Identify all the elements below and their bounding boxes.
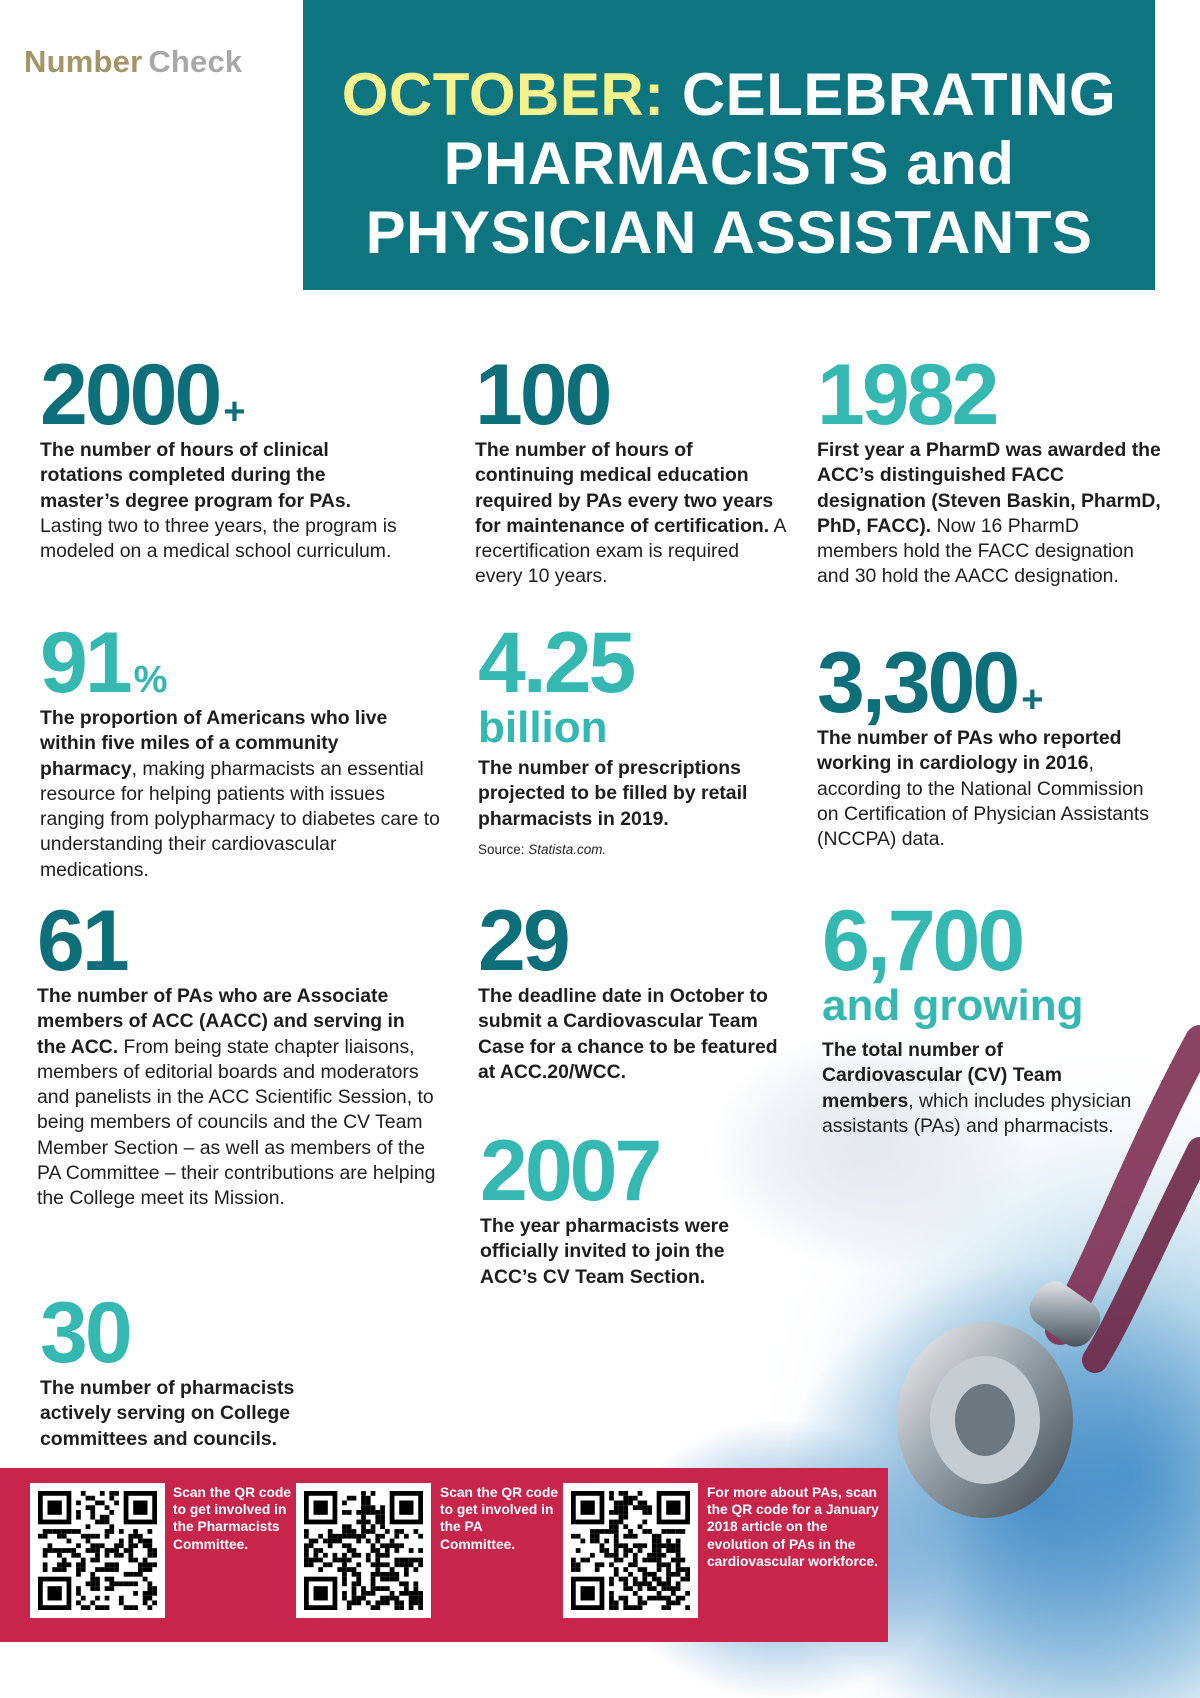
stat-prescriptions <box>478 615 793 857</box>
stat-description: , which includes physician assistants (PAs) and pharmacists. <box>822 1089 1132 1137</box>
stat-number: 3,300 <box>817 635 1018 731</box>
stat-suffix: % <box>133 659 168 701</box>
stat-source <box>478 842 793 857</box>
stat-description: From being state chapter liaisons, members of editorial boards and moderators and panelists in the ACC Scientific Session, to being members of councils and the CV Team Member Section – as well as members of the PA Committee – their contributions are helping the College meet its Mission. <box>37 1035 436 1210</box>
qr-code-icon <box>38 1491 157 1610</box>
title-banner <box>303 0 1155 290</box>
stat-description-bold: The number of PAs who reported working in cardiology in 2016 <box>817 727 1122 775</box>
stat-description-bold: The number of prescriptions projected to be filled by retail pharmacists in 2019. <box>478 757 748 830</box>
brand-word-number: Number <box>24 44 143 79</box>
stat-description-bold: First year a PharmD was awarded the ACC’s distinguished FACC designation (Steven Baskin, PharmD, PhD, FACC). <box>817 439 1161 537</box>
stat-description-bold: The number of PAs who are Associate members of ACC (AACC) and serving in the ACC. <box>37 985 405 1058</box>
stat-pharmacy-proximity <box>40 615 440 883</box>
stat-description-bold: The year pharmacists were officially invited to join the ACC’s CV Team Section. <box>480 1215 729 1288</box>
stat-description-bold: The total number of Cardiovascular (CV) Team members <box>822 1039 1062 1112</box>
stat-deadline-date <box>478 893 793 1085</box>
stat-number: 29 <box>478 893 568 989</box>
qr-code-band <box>0 1468 888 1642</box>
stat-cme-hours <box>475 347 790 590</box>
qr-code-icon <box>571 1491 690 1610</box>
stat-number: 30 <box>40 1285 130 1381</box>
qr-caption-pa: Scan the QR code to get involved in the PA Committee. <box>440 1485 559 1552</box>
title-line-1-rest: CELEBRATING <box>664 61 1117 128</box>
brand-word-check: Check <box>148 44 243 79</box>
qr-code-pa-article[interactable] <box>563 1483 698 1618</box>
stat-description-bold: The number of hours of continuing medical education required by PAs every two years for maintenance of certification. <box>475 439 774 537</box>
stat-pharmd-facc <box>817 347 1162 590</box>
stat-description-bold: The number of hours of clinical rotations completed during the master’s degree program for PAs. <box>40 439 352 512</box>
source-name: Statista.com. <box>528 841 607 857</box>
stat-suffix: + <box>223 391 246 433</box>
stat-pharmacists-invited-year <box>480 1123 780 1290</box>
stat-description-bold: The number of pharmacists actively serving on College committees and councils. <box>40 1377 295 1450</box>
title-line-2: PHARMACISTS and <box>443 130 1015 197</box>
stat-clinical-hours <box>40 347 410 564</box>
stat-unit: billion <box>478 703 608 752</box>
stat-number: 4.25 <box>478 615 634 711</box>
brand-logo <box>24 44 242 80</box>
title-line-1 <box>303 60 1155 129</box>
stat-description: , making pharmacists an essential resource for helping patients with issues ranging from polypharmacy to diabetes care to understanding their cardiovascular medications. <box>40 757 440 881</box>
source-label: Source: <box>478 841 529 857</box>
stat-description: Lasting two to three years, the program is modeled on a medical school curriculum. <box>40 514 397 563</box>
stat-description-bold: The deadline date in October to submit a Cardiovascular Team Case for a chance to be featured at ACC.20/WCC. <box>478 985 778 1083</box>
stat-unit: and growing <box>822 981 1084 1030</box>
qr-caption-pharmacists: Scan the QR code to get involved in the Pharmacists Committee. <box>173 1485 292 1552</box>
stat-description: Now 16 PharmD members hold the FACC designation and 30 hold the AACC designation. <box>817 514 1134 588</box>
stat-cv-team-members <box>822 893 1142 1139</box>
qr-code-pa-committee[interactable] <box>296 1483 431 1618</box>
stat-description: A recertification exam is required every 10 years. <box>475 514 786 588</box>
stat-number: 2007 <box>480 1123 660 1219</box>
stat-suffix: + <box>1021 679 1044 721</box>
stat-number: 91 <box>40 615 130 711</box>
stat-number: 61 <box>37 893 127 989</box>
stat-pas-cardiology <box>817 635 1167 852</box>
stat-number: 1982 <box>817 347 997 443</box>
stat-number: 2000 <box>40 347 220 443</box>
qr-code-pharmacists-committee[interactable] <box>30 1483 165 1618</box>
qr-caption-article: For more about PAs, scan the QR code for a January 2018 article on the evolution of PAs in the cardiovascular workforce. <box>707 1485 879 1569</box>
stat-number: 100 <box>475 347 610 443</box>
title-line-3: PHYSICIAN ASSISTANTS <box>365 199 1093 266</box>
title-highlight: OCTOBER: <box>341 61 665 128</box>
stat-aacc-members <box>37 893 437 1212</box>
stat-pharmacists-on-committees <box>40 1285 340 1452</box>
qr-code-icon <box>304 1491 423 1610</box>
stat-description-bold: The proportion of Americans who live within five miles of a community pharmacy <box>40 707 388 780</box>
stat-number: 6,700 <box>822 893 1023 989</box>
stat-description: , according to the National Commission on Certification of Physician Assistants (NCCPA) data. <box>817 752 1149 851</box>
